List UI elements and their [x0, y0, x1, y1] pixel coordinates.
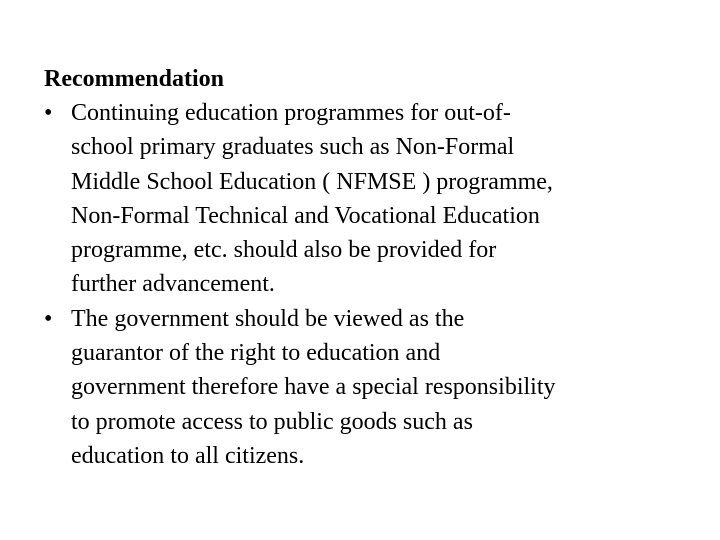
- slide-content: [44, 62, 684, 473]
- bullet-line: programme, etc. should also be provided for: [71, 237, 497, 264]
- bullet-item: [44, 96, 684, 302]
- bullet-line: education to all citizens.: [71, 442, 305, 469]
- bullet-line: school primary graduates such as Non-Formal: [71, 134, 515, 161]
- bullet-line: to promote access to public goods such as: [71, 408, 473, 435]
- bullet-list: [44, 96, 684, 473]
- bullet-line: government therefore have a special responsibility: [71, 374, 556, 401]
- slide-heading: Recommendation: [44, 66, 224, 92]
- bullet-line: Middle School Education ( NFMSE ) programme,: [71, 168, 553, 195]
- bullet-line: guarantor of the right to education and: [71, 340, 441, 367]
- bullet-line: The government should be viewed as the: [71, 305, 465, 332]
- bullet-item: [44, 302, 684, 473]
- bullet-marker: •: [44, 305, 53, 332]
- bullet-marker: •: [44, 100, 53, 126]
- bullet-line: Continuing education programmes for out-of-: [71, 100, 511, 126]
- bullet-line: Non-Formal Technical and Vocational Education: [71, 202, 540, 229]
- bullet-line: further advancement.: [71, 271, 275, 298]
